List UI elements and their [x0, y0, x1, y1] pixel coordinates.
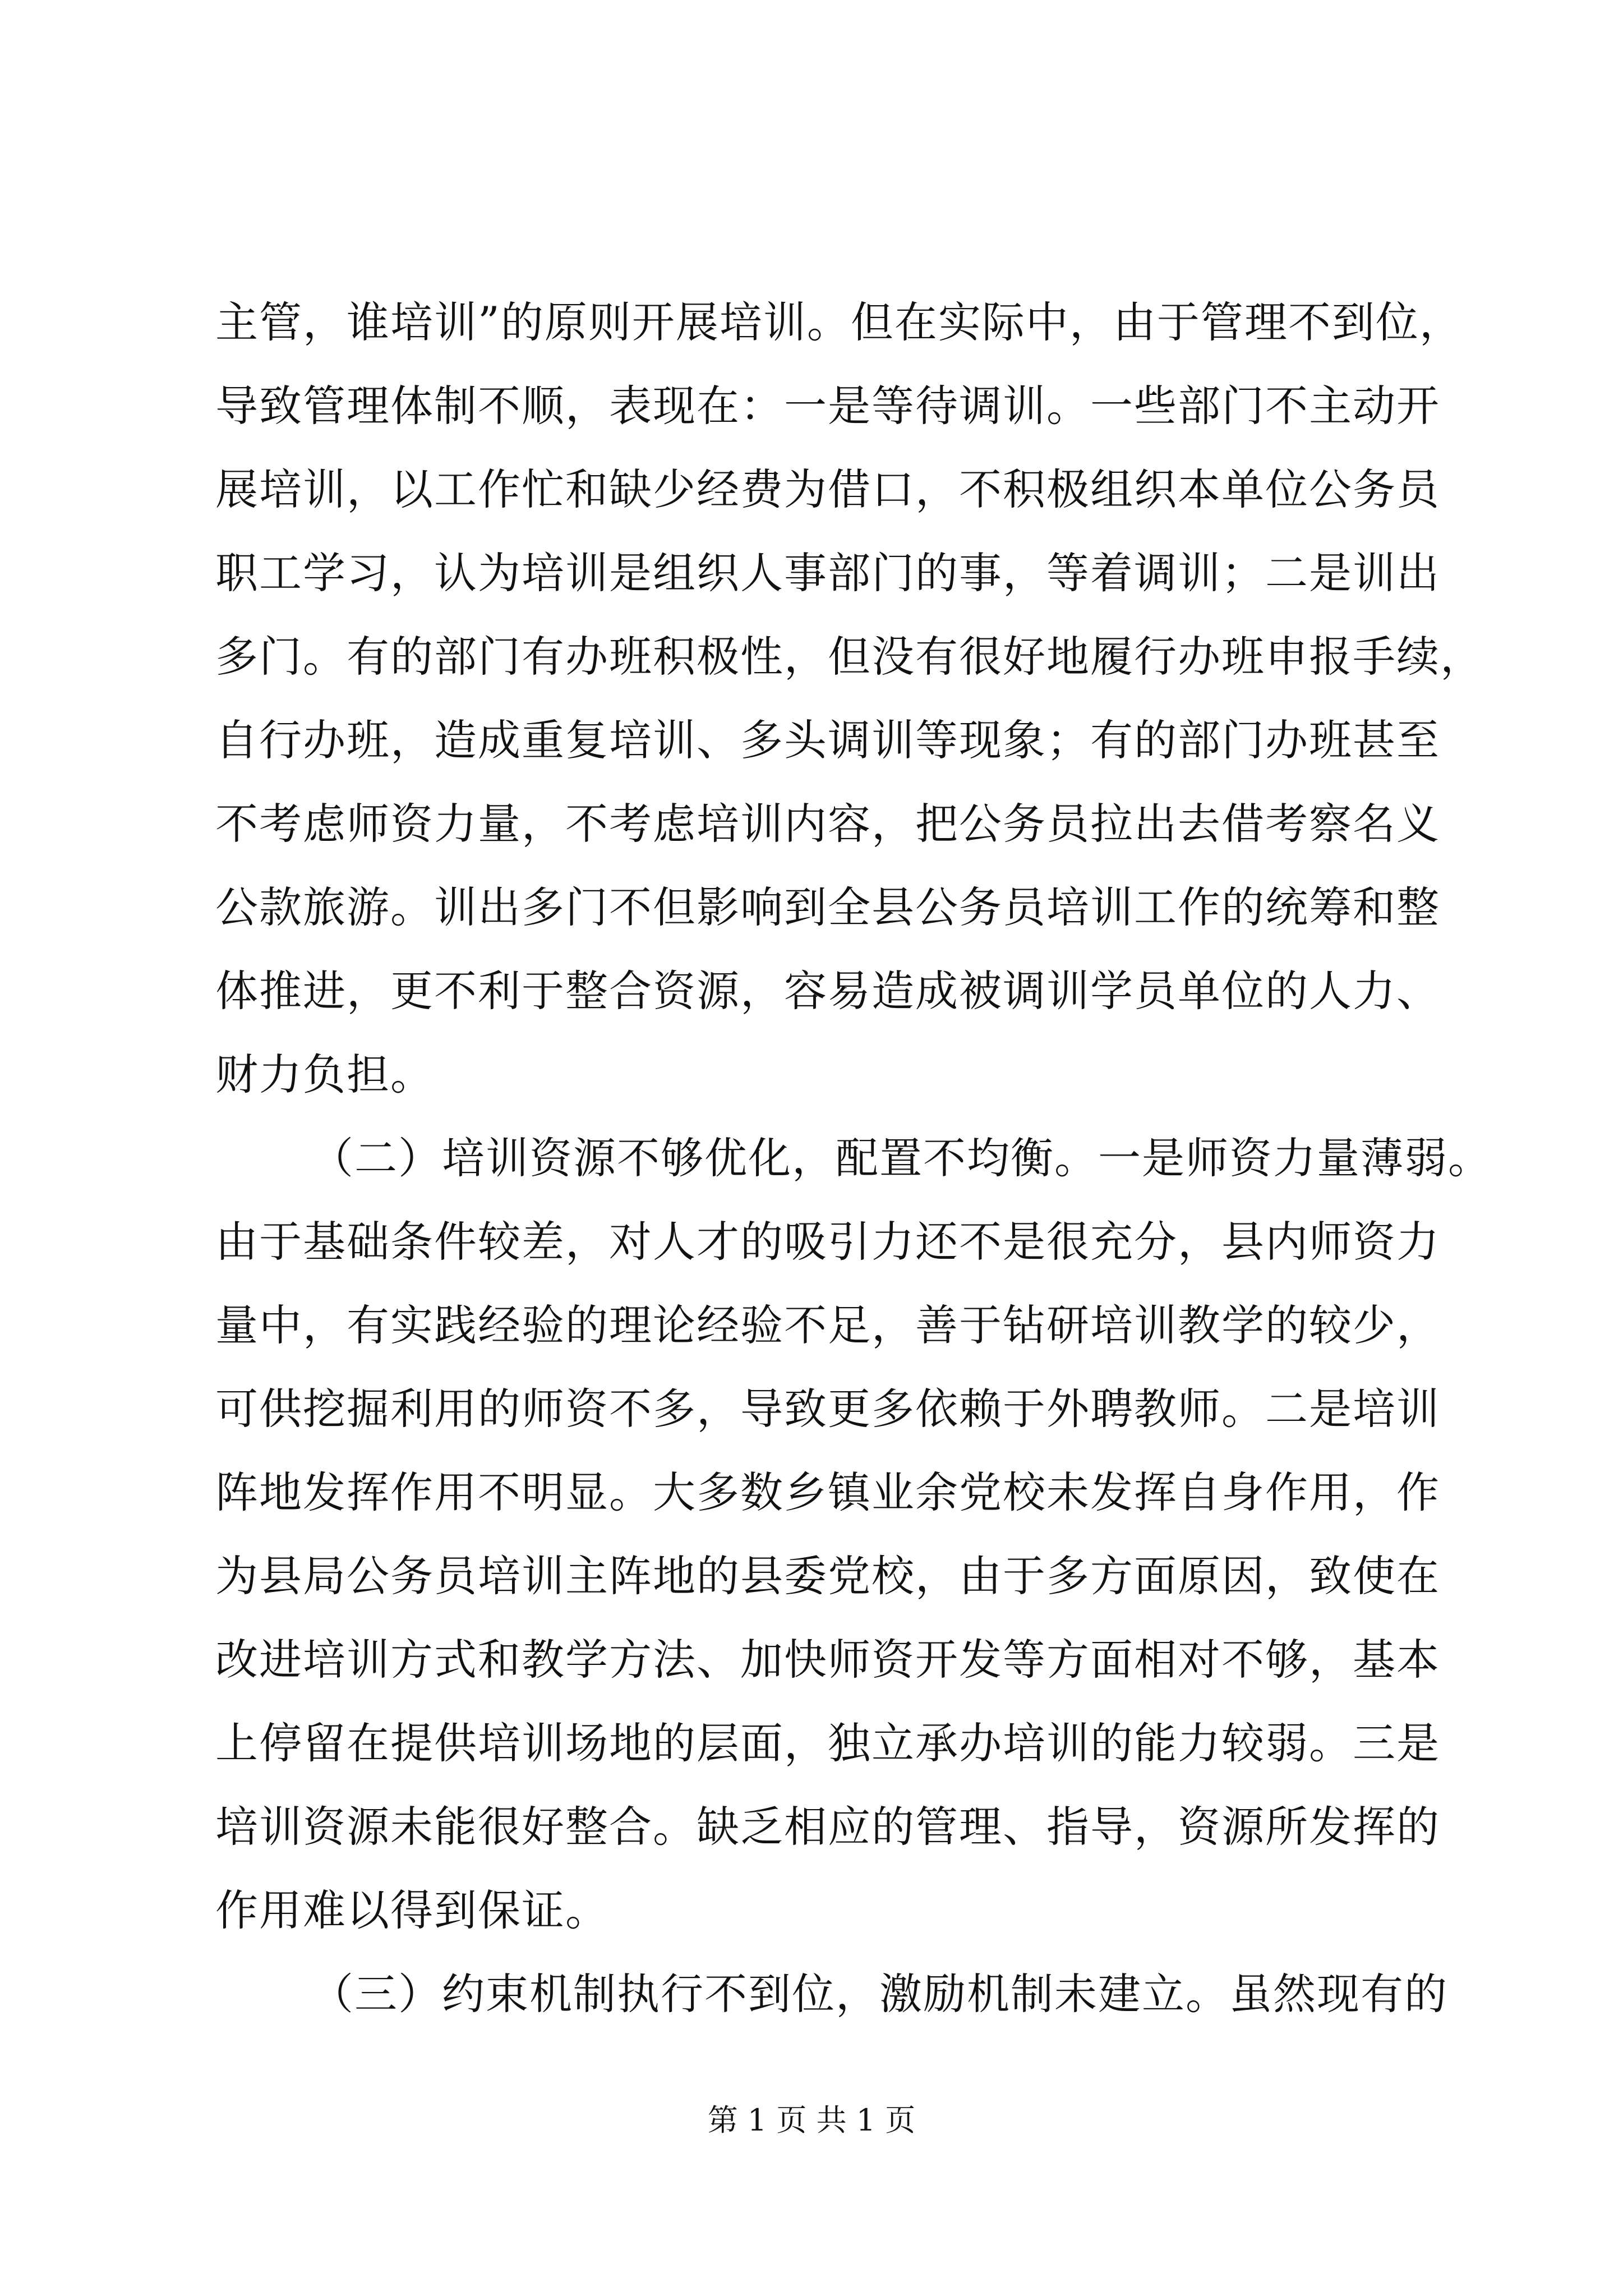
text-line: 上停留在提供培训场地的层面，独立承办培训的能力较弱。三是	[215, 1718, 1440, 1768]
text-line: 多门。有的部门有办班积极性，但没有很好地履行办班申报手续，	[215, 632, 1484, 682]
text-line: 财力负担。	[215, 1050, 434, 1099]
text-line: 不考虑师资力量，不考虑培训内容，把公务员拉出去借考察名义	[215, 799, 1440, 849]
text-line: 由于基础条件较差，对人才的吸引力还不是很充分，县内师资力	[215, 1217, 1440, 1267]
text-line: 公款旅游。训出多门不但影响到全县公务员培训工作的统筹和整	[215, 882, 1440, 932]
text-line: 职工学习，认为培训是组织人事部门的事，等着调训；二是训出	[215, 548, 1440, 598]
text-line: 为县局公务员培训主阵地的县委党校，由于多方面原因，致使在	[215, 1551, 1440, 1601]
document-body	[215, 280, 1492, 2036]
text-line: 改进培训方式和教学方法、加快师资开发等方面相对不够，基本	[215, 1635, 1440, 1685]
text-line: 量中，有实践经验的理论经验不足，善于钻研培训教学的较少，	[215, 1300, 1440, 1350]
text-line: 阵地发挥作用不明显。大多数乡镇业余党校未发挥自身作用，作	[215, 1467, 1440, 1517]
text-line: 作用难以得到保证。	[215, 1885, 609, 1935]
text-line: 培训资源未能很好整合。缺乏相应的管理、指导，资源所发挥的	[215, 1802, 1440, 1852]
text-line: 展培训，以工作忙和缺少经费为借口，不积极组织本单位公务员	[215, 464, 1440, 514]
text-line: 可供挖掘利用的师资不多，导致更多依赖于外聘教师。二是培训	[215, 1384, 1440, 1434]
paragraph-heading-2: （二）培训资源不够优化，配置不均衡。一是师资力量薄弱。	[311, 1133, 1492, 1183]
page-footer: 第 1 页 共 1 页	[707, 2102, 916, 2138]
paragraph-heading-3: （三）约束机制执行不到位，激励机制未建立。虽然现有的	[311, 1969, 1448, 2019]
text-line: 主管，谁培训”的原则开展培训。但在实际中，由于管理不到位，	[215, 297, 1463, 347]
text-line: 体推进，更不利于整合资源，容易造成被调训学员单位的人力、	[215, 966, 1440, 1016]
text-line: 导致管理体制不顺，表现在：一是等待调训。一些部门不主动开	[215, 381, 1440, 431]
text-line: 自行办班，造成重复培训、多头调训等现象；有的部门办班甚至	[215, 715, 1440, 765]
